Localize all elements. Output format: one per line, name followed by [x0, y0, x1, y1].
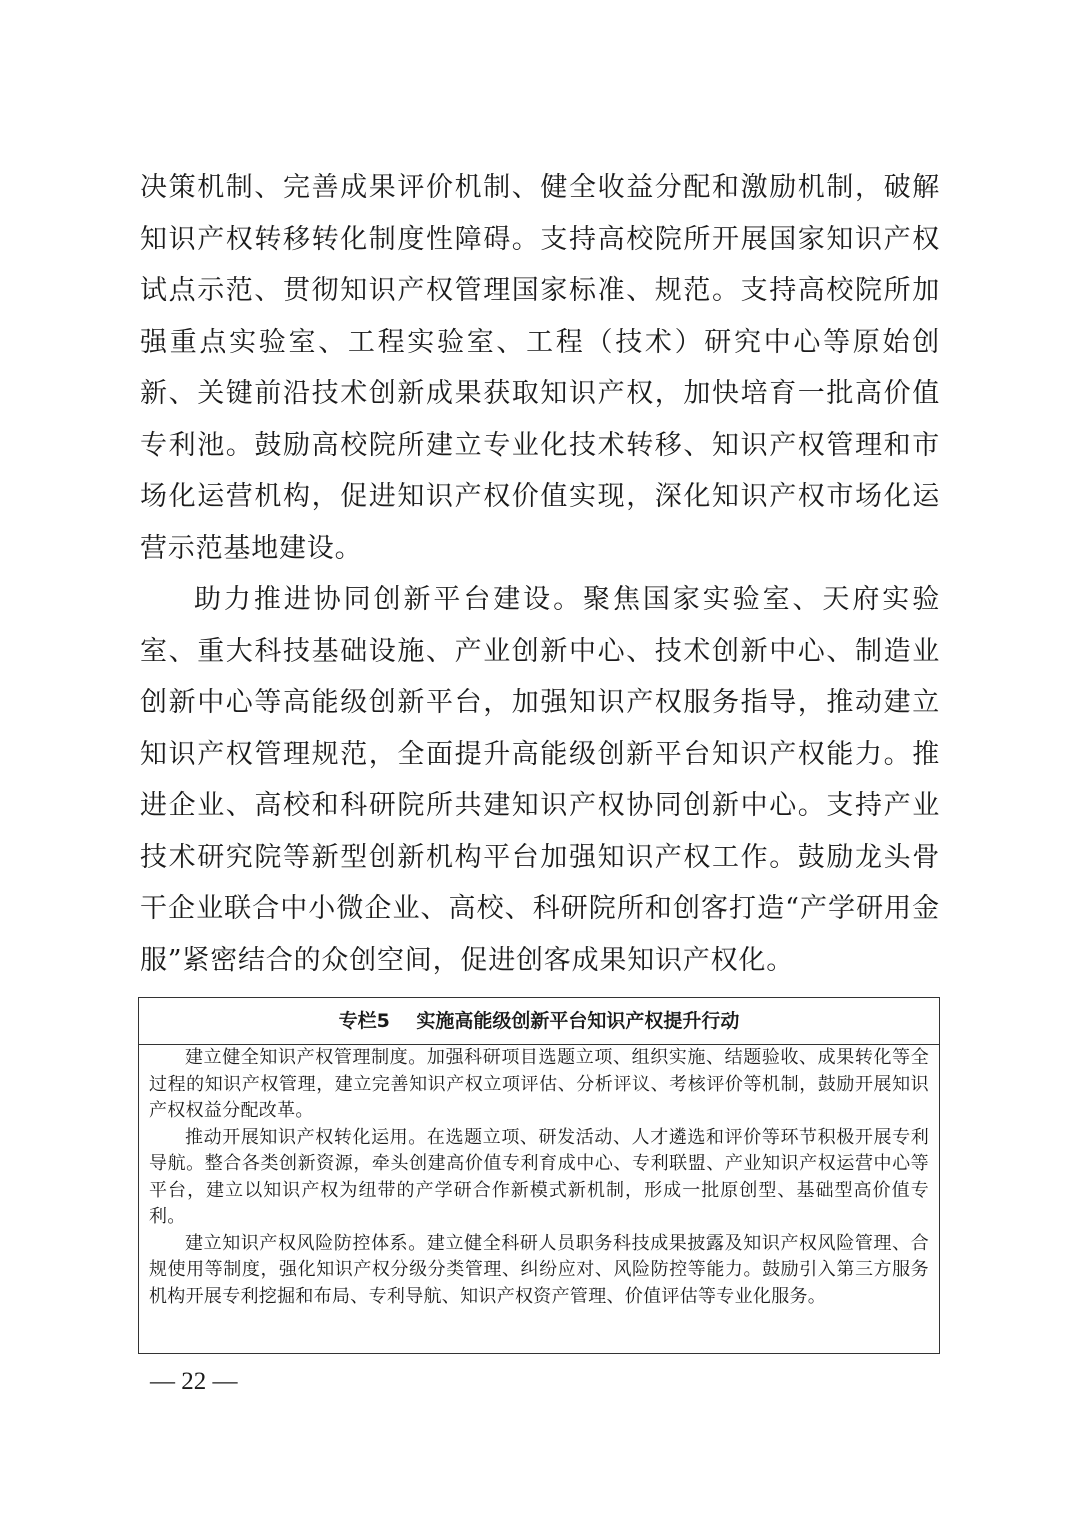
body-text: [140, 162, 940, 986]
box-paragraph-transformation: 推动开展知识产权转化运用。在选题立项、研发活动、人才遴选和评价等环节积极开展专利导航。整合各类创新资源，牵头创建高价值专利育成中心、专利联盟、产业知识产权运营中心等平台，建立以知识产权为纽带的产学研合作新模式新机制，形成一批原创型、基础型高价值专利。: [149, 1126, 929, 1227]
box-paragraph-management: 建立健全知识产权管理制度。加强科研项目选题立项、组织实施、结题验收、成果转化等全过程的知识产权管理，建立完善知识产权立项评估、分析评议、考核评价等机制，鼓励开展知识产权权益分配改革。: [149, 1047, 929, 1121]
box-title: [139, 998, 939, 1045]
paragraph-collaborative-innovation: 助力推进协同创新平台建设。聚焦国家实验室、天府实验室、重大科技基础设施、产业创新中心、技术创新中心、制造业创新中心等高能级创新平台，加强知识产权服务指导，推动建立知识产权管理规范，全面提升高能级创新平台知识产权能力。推进企业、高校和科研院所共建知识产权协同创新中心。支持产业技术研究院等新型创新机构平台加强知识产权工作。鼓励龙头骨干企业联合中小微企业、高校、科研院所和创客打造“产学研用金服”紧密结合的众创空间，促进创客成果知识产权化。: [140, 584, 940, 976]
sidebar-box-column-5: [138, 997, 940, 1354]
box-heading: 实施高能级创新平台知识产权提升行动: [416, 1010, 740, 1032]
box-paragraph-risk-control: 建立知识产权风险防控体系。建立健全科研人员职务科技成果披露及知识产权风险管理、合规使用等制度，强化知识产权分级分类管理、纠纷应对、风险防控等能力。鼓励引入第三方服务机构开展专利挖掘和布局、专利导航、知识产权资产管理、价值评估等专业化服务。: [149, 1232, 929, 1307]
box-body: [139, 1045, 939, 1310]
box-label: 专栏5: [338, 1010, 390, 1032]
paragraph-continued: 决策机制、完善成果评价机制、健全收益分配和激励机制，破解知识产权转移转化制度性障碍。支持高校院所开展国家知识产权试点示范、贯彻知识产权管理国家标准、规范。支持高校院所加强重点实验室、工程实验室、工程（技术）研究中心等原始创新、关键前沿技术创新成果获取知识产权，加快培育一批高价值专利池。鼓励高校院所建立专业化技术转移、知识产权管理和市场化运营机构，促进知识产权价值实现，深化知识产权市场化运营示范基地建设。: [140, 172, 940, 564]
page-number: — 22 —: [150, 1368, 238, 1395]
